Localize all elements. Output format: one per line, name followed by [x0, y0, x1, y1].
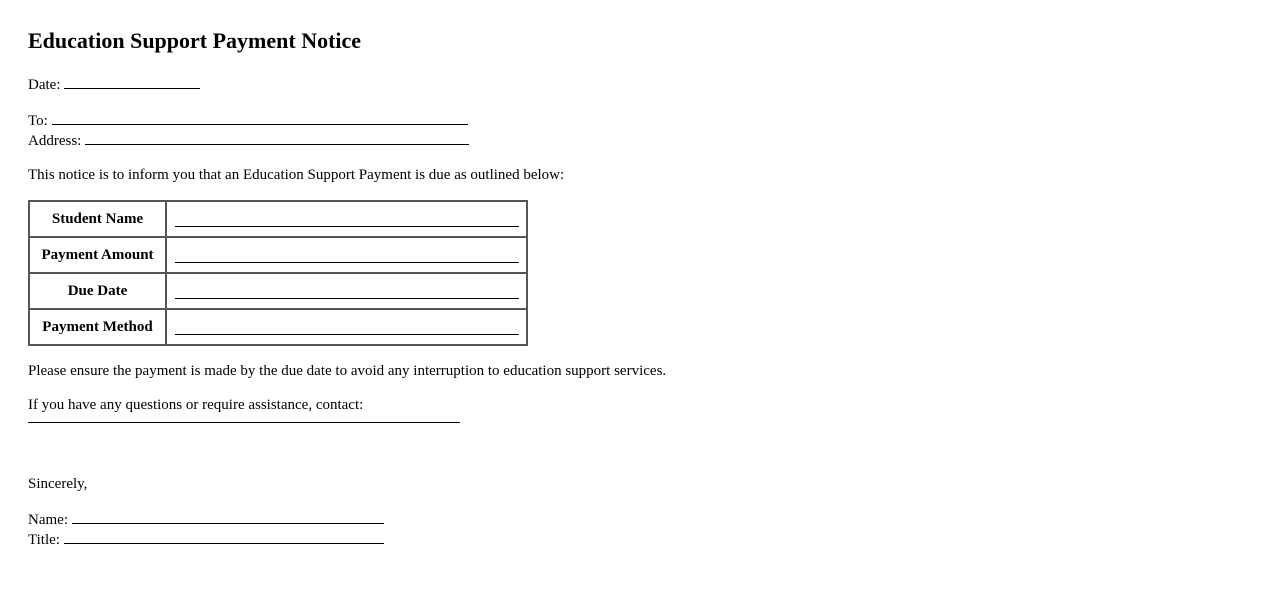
notice-document	[28, 26, 1248, 549]
payment-details-table	[28, 200, 528, 346]
due-date-value-cell	[166, 273, 527, 309]
date-label: Date:	[28, 77, 61, 93]
payment-amount-blank-line	[175, 248, 519, 263]
to-row	[28, 110, 1248, 130]
ensure-paragraph: Please ensure the payment is made by the due date to avoid any interruption to education support services.	[28, 363, 667, 379]
student-name-blank-line	[175, 212, 519, 227]
title-row	[28, 529, 1248, 549]
table-row	[29, 237, 527, 273]
table-row	[29, 273, 527, 309]
table-row	[29, 309, 527, 345]
due-date-blank-line	[175, 284, 519, 299]
intro-paragraph: This notice is to inform you that an Education Support Payment is due as outlined below:	[28, 167, 565, 183]
closing-text: Sincerely,	[28, 476, 88, 492]
title-blank-line	[64, 529, 384, 544]
contact-blank-line	[28, 414, 460, 423]
page-title: Education Support Payment Notice	[28, 28, 362, 53]
name-blank-line	[72, 509, 384, 524]
table-row	[29, 201, 527, 237]
address-row	[28, 130, 1248, 150]
due-date-label: Due Date	[29, 273, 166, 309]
payment-method-blank-line	[175, 320, 519, 335]
student-name-label: Student Name	[29, 201, 166, 237]
address-blank-line	[85, 130, 469, 145]
title-label: Title:	[28, 532, 60, 548]
payment-method-label: Payment Method	[29, 309, 166, 345]
address-label: Address:	[28, 133, 82, 149]
to-blank-line	[52, 110, 468, 125]
payment-amount-label: Payment Amount	[29, 237, 166, 273]
name-label: Name:	[28, 512, 68, 528]
questions-paragraph: If you have any questions or require assistance, contact:	[28, 397, 364, 413]
name-row	[28, 509, 1248, 529]
payment-amount-value-cell	[166, 237, 527, 273]
date-row	[28, 74, 1248, 94]
payment-method-value-cell	[166, 309, 527, 345]
date-blank-line	[64, 74, 200, 89]
to-label: To:	[28, 113, 48, 129]
student-name-value-cell	[166, 201, 527, 237]
